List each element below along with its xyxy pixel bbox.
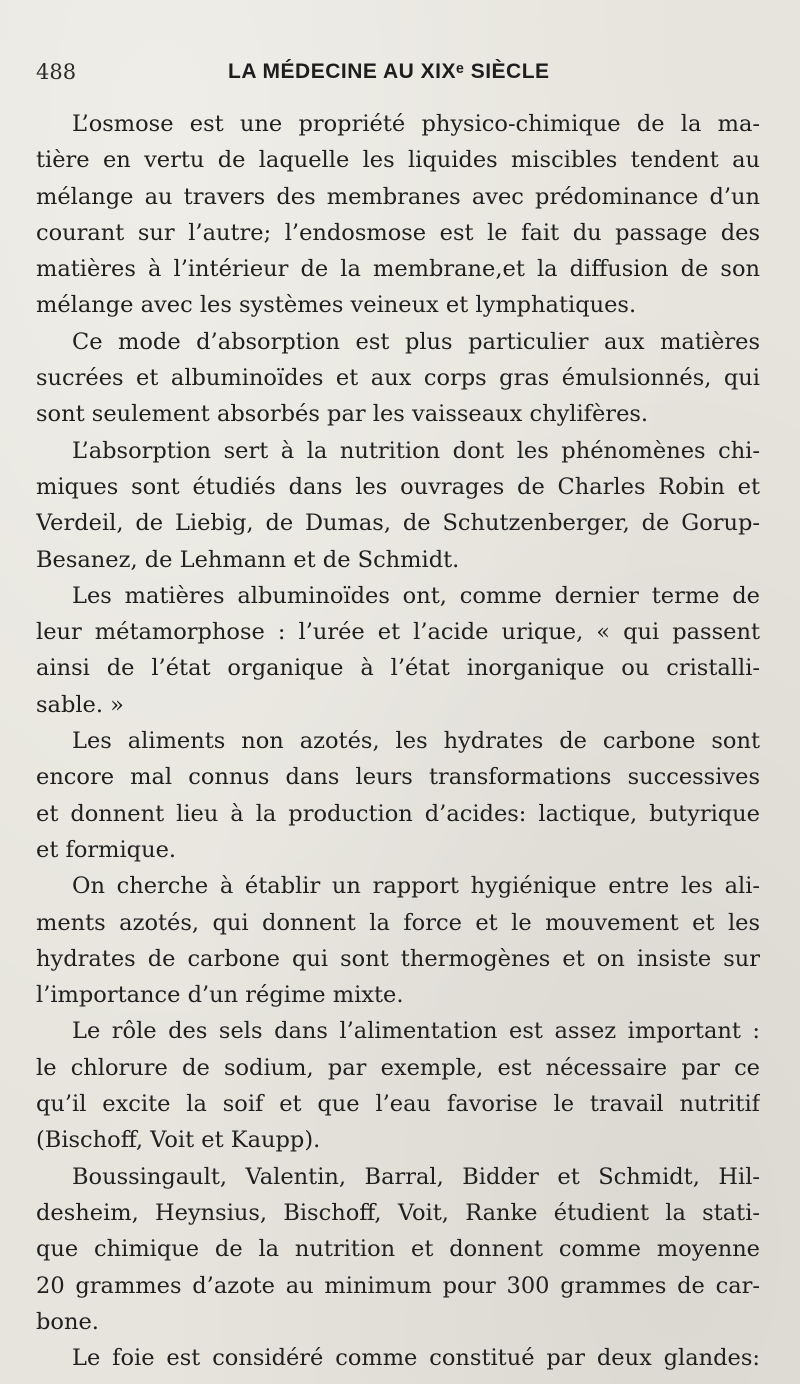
text-line: sucrées et albuminoïdes et aux corps gras émulsionnés, qui xyxy=(36,365,760,392)
text-line: le chlorure de sodium, par exemple, est nécessaire par ce xyxy=(36,1054,760,1081)
text-line: sont seulement absorbés par les vaisseaux chylifères. xyxy=(36,401,649,428)
page-header xyxy=(36,58,756,88)
text-line: (Bischoff, Voit et Kaupp). xyxy=(36,1127,321,1154)
text-line: ments azotés, qui donnent la force et le mouvement et les xyxy=(36,909,760,936)
text-line: tière en vertu de laquelle les liquides miscibles tendent au xyxy=(36,147,760,174)
text-line: matières à l’intérieur de la membrane,et la diffusion de son xyxy=(36,256,760,283)
text-line: encore mal connus dans leurs transformations successives xyxy=(36,764,760,791)
text-line: bone. xyxy=(36,1308,99,1335)
text-line: l’importance d’un régime mixte. xyxy=(36,982,404,1009)
text-line: Boussingault, Valentin, Barral, Bidder et Schmidt, Hil- xyxy=(72,1163,760,1190)
text-line: Le rôle des sels dans l’alimentation est assez important : xyxy=(72,1018,760,1045)
text-line: que chimique de la nutrition et donnent comme moyenne xyxy=(36,1236,760,1263)
text-line: Besanez, de Lehmann et de Schmidt. xyxy=(36,546,460,573)
text-line: leur métamorphose : l’urée et l’acide urique, « qui passent xyxy=(36,619,760,646)
body-text xyxy=(36,106,760,1376)
text-line: ainsi de l’état organique à l’état inorganique ou cristalli- xyxy=(36,655,760,682)
text-line: hydrates de carbone qui sont thermogènes et on insiste sur xyxy=(36,945,760,972)
text-line: courant sur l’autre; l’endosmose est le fait du passage des xyxy=(36,219,760,246)
text-line: Les matières albuminoïdes ont, comme dernier terme de xyxy=(72,582,760,609)
text-line: Verdeil, de Liebig, de Dumas, de Schutzenberger, de Gorup- xyxy=(36,510,760,537)
text-line: et donnent lieu à la production d’acides: lactique, butyrique xyxy=(36,800,760,827)
running-title: LA MÉDECINE AU XIXᵉ SIÈCLE xyxy=(228,60,550,83)
text-line: L’absorption sert à la nutrition dont les phénomènes chi- xyxy=(72,437,760,464)
text-line: mélange au travers des membranes avec prédominance d’un xyxy=(36,183,760,210)
text-line: sable. » xyxy=(36,691,124,718)
text-line: et formique. xyxy=(36,836,177,863)
text-line: miques sont étudiés dans les ouvrages de Charles Robin et xyxy=(36,473,760,500)
text-line: On cherche à établir un rapport hygiénique entre les ali- xyxy=(72,873,760,900)
text-line: desheim, Heynsius, Bischoff, Voit, Ranke étudient la stati- xyxy=(36,1199,760,1226)
text-line: L’osmose est une propriété physico-chimique de la ma- xyxy=(72,111,760,137)
page-number: 488 xyxy=(36,60,77,84)
text-line: Ce mode d’absorption est plus particulier aux matières xyxy=(72,328,760,355)
text-line: mélange avec les systèmes veineux et lymphatiques. xyxy=(36,292,637,319)
text-line: qu’il excite la soif et que l’eau favorise le travail nutritif xyxy=(36,1091,760,1118)
text-line: Les aliments non azotés, les hydrates de carbone sont xyxy=(72,728,760,755)
text-line: 20 grammes d’azote au minimum pour 300 grammes de car- xyxy=(36,1272,760,1299)
text-line: Le foie est considéré comme constitué par deux glandes: xyxy=(72,1345,760,1372)
